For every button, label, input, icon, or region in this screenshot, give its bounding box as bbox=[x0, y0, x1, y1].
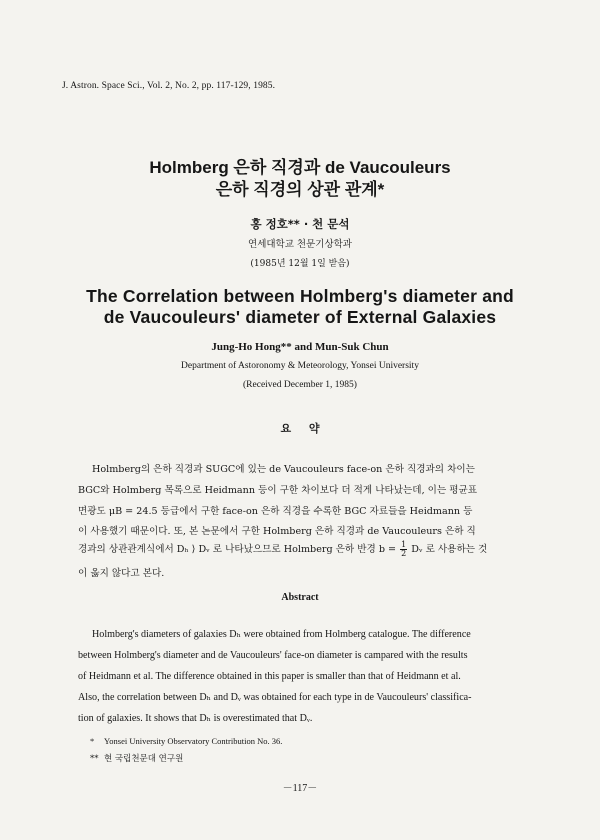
fraction-numerator: 1 bbox=[401, 540, 407, 549]
korean-abstract-heading: 요 약 bbox=[280, 422, 320, 435]
footnote bbox=[90, 736, 282, 746]
korean-abstract-line: 면광도 μB = 24.5 등급에서 구한 face-on 은하 직경을 수록한 BGC 자료들을 Heidmann 등 bbox=[78, 506, 473, 517]
footnote-mark: * bbox=[90, 736, 95, 746]
korean-abstract-line: Holmberg의 은하 직경과 SUGC에 있는 de Vaucouleurs face-on 은하 직경과의 차이는 bbox=[92, 464, 475, 475]
english-abstract-line: between Holmberg's diameter and de Vaucouleurs' face-on diameter is campared with the results bbox=[78, 650, 468, 661]
english-authors: Jung-Ho Hong** and Mun-Suk Chun bbox=[211, 341, 389, 353]
journal-reference: J. Astron. Space Sci., Vol. 2, No. 2, pp. 117-129, 1985. bbox=[62, 81, 276, 91]
english-abstract-line: of Heidmann et al. The difference obtained in this paper is smaller than that of Heidmann et al. bbox=[78, 671, 461, 682]
korean-abstract-line bbox=[78, 540, 533, 560]
korean-abstract-line: BGC와 Holmberg 목록으로 Heidmann 등이 구한 차이보다 더 적게 나타났는데, 이는 평균표 bbox=[78, 485, 478, 496]
korean-affiliation: 연세대학교 천문기상학과 bbox=[248, 239, 352, 250]
one-half-fraction bbox=[400, 541, 407, 558]
english-title-line-2: de Vaucouleurs' diameter of External Galaxies bbox=[103, 307, 497, 327]
korean-authors: 홍 정호** · 천 문석 bbox=[250, 217, 350, 231]
korean-abstract-line: 이 사용했기 때문이다. 또, 본 논문에서 구한 Holmberg 은하 직경과 de Vaucouleurs 은하 직 bbox=[78, 526, 476, 537]
korean-abstract-line: 이 옳지 않다고 본다. bbox=[78, 568, 165, 579]
korean-title-line-2: 은하 직경의 상관 관계* bbox=[215, 180, 385, 199]
footnote bbox=[90, 752, 183, 764]
english-abstract-line: Also, the correlation between Dₕ and Dᵥ was obtained for each type in de Vaucouleurs' classifica- bbox=[78, 692, 472, 703]
korean-abstract-line-5-text-end: Dᵥ 로 사용하는 것 bbox=[411, 544, 488, 555]
english-abstract-line: Holmberg's diameters of galaxies Dₕ were obtained from Holmberg catalogue. The difference bbox=[92, 629, 471, 640]
english-affiliation: Department of Astoronomy & Meteorology, Yonsei University bbox=[181, 361, 419, 371]
english-title-line-1: The Correlation between Holmberg's diameter and bbox=[86, 286, 514, 306]
korean-abstract-line-5-text: 경과의 상관관계식에서 Dₕ ⟩ Dᵥ 로 나타났으므로 Holmberg 은하 반경 b = bbox=[78, 544, 397, 555]
footnote-text: Yonsei University Observatory Contribution No. 36. bbox=[104, 736, 283, 746]
fraction-denominator: 2 bbox=[401, 549, 407, 558]
english-abstract-line: tion of galaxies. It shows that Dₕ is overestimated that Dᵥ. bbox=[78, 713, 313, 724]
english-abstract-heading: Abstract bbox=[281, 592, 319, 603]
korean-title-line-1: Holmberg 은하 직경과 de Vaucouleurs bbox=[149, 158, 451, 177]
english-received-date: (Received December 1, 1985) bbox=[243, 380, 357, 390]
footnote-text: 현 국립천문대 연구원 bbox=[104, 754, 184, 764]
footnote-mark: ** bbox=[90, 754, 99, 764]
page-number: －117－ bbox=[282, 783, 318, 794]
korean-received-date: (1985년 12월 1일 받음) bbox=[250, 259, 350, 269]
